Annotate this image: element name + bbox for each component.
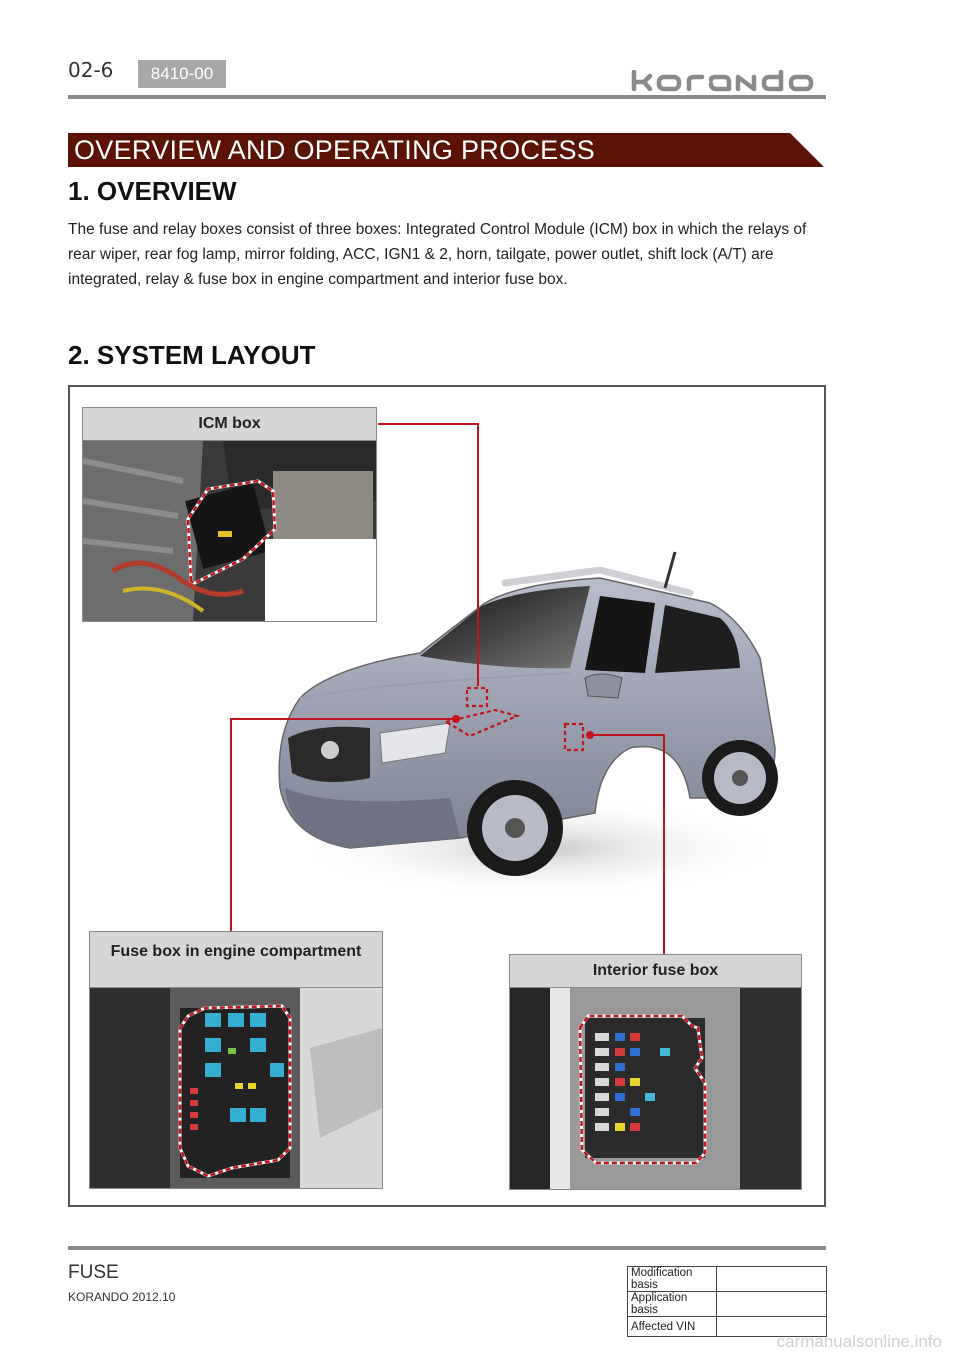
engine-fuse-box-label: Fuse box in engine compartment [90, 932, 382, 988]
footer-title: FUSE [68, 1262, 119, 1283]
engine-fuse-box-photo [90, 988, 382, 1188]
engine-leader-v [230, 718, 232, 932]
watermark: carmanualsonline.info [776, 1332, 942, 1351]
system-layout-heading: 2. SYSTEM LAYOUT [68, 340, 316, 370]
table-row [628, 1267, 827, 1292]
affected-vin-label: Affected VIN [628, 1317, 717, 1337]
overview-paragraph: The fuse and relay boxes consist of three boxes: Integrated Control Module (ICM) box in which the relays of rear wiper, rear fog lamp, mirror folding, ACC, IGN1 & 2, horn, tailgate, power outlet, shift lock (A/T) are integrated, relay & fuse box in engine compartment and interior fuse box. [68, 221, 807, 288]
icm-leader-h [378, 423, 479, 425]
modification-basis-value [717, 1267, 827, 1292]
footer-rule [68, 1246, 826, 1250]
interior-fuse-box-callout [509, 954, 802, 1190]
interior-leader-v [663, 734, 665, 954]
interior-fuse-box-photo [510, 988, 801, 1189]
interior-fuse-box-label: Interior fuse box [510, 955, 801, 988]
icm-box-label: ICM box [83, 408, 376, 441]
application-basis-label: Application basis [628, 1292, 717, 1317]
table-row [628, 1292, 827, 1317]
application-basis-value [717, 1292, 827, 1317]
banner-title: OVERVIEW AND OPERATING PROCESS [74, 135, 596, 165]
engine-leader-h [230, 718, 456, 720]
overview-heading: 1. OVERVIEW [68, 176, 237, 206]
modification-basis-label: Modification basis [628, 1267, 717, 1292]
interior-leader-dot [586, 731, 594, 739]
revision-table [627, 1266, 827, 1337]
page-number: 02-6 [68, 58, 114, 82]
icm-box-photo [83, 441, 376, 621]
icm-leader-v [477, 423, 479, 686]
footer-subtitle: KORANDO 2012.10 [68, 1290, 176, 1304]
engine-leader-dot [452, 715, 460, 723]
icm-box-callout [82, 407, 377, 622]
interior-leader-h [590, 734, 665, 736]
engine-fuse-box-callout [89, 931, 383, 1189]
section-code-badge: 8410-00 [138, 60, 226, 88]
